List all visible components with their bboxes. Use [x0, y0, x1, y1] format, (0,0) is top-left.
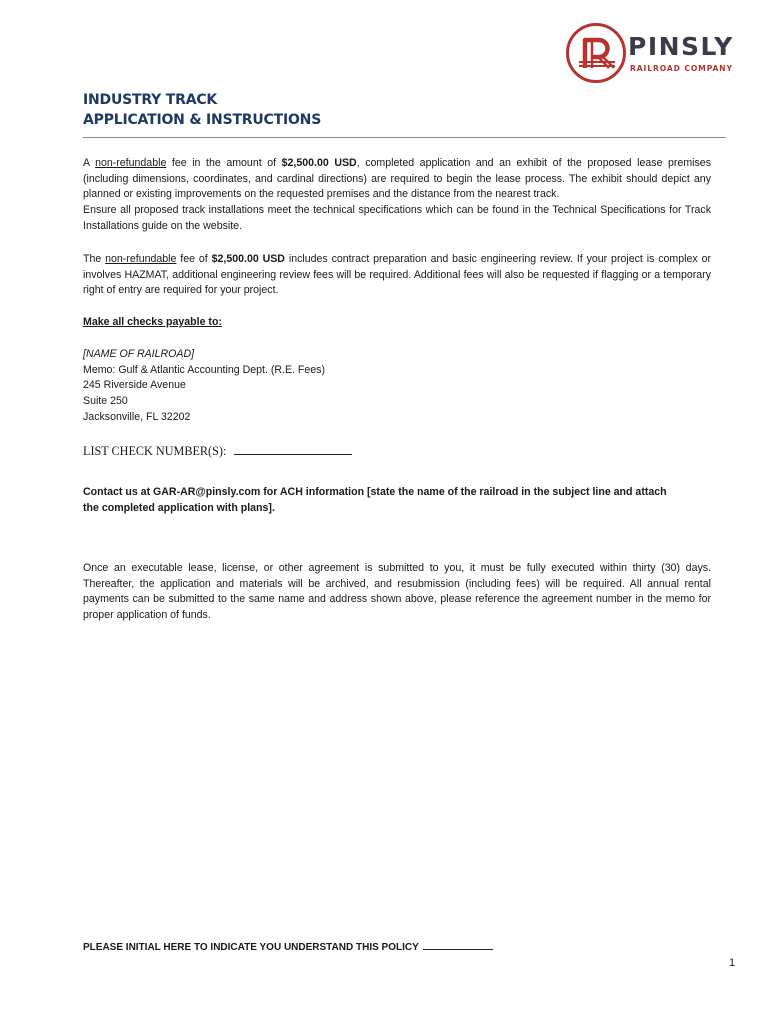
fee-amount: $2,500.00 USD — [281, 157, 357, 169]
railroad-logo-icon — [565, 22, 627, 84]
fee-amount: $2,500.00 USD — [211, 253, 285, 265]
intro-paragraph — [83, 156, 711, 235]
pinsly-logo — [565, 22, 750, 88]
title-line-1: INDUSTRY TRACK — [83, 92, 218, 108]
page-number: 1 — [729, 957, 736, 969]
ach-contact: Contact us at GAR-AR@pinsly.com for ACH information [state the name of the railroad in the subject line and attach the completed application with plans]. — [83, 486, 667, 514]
page-title — [83, 90, 321, 130]
text-segment: fee of — [176, 253, 212, 265]
non-refundable-text: non-refundable — [105, 253, 177, 265]
text-segment: fee in the amount of — [166, 157, 282, 169]
checks-heading — [83, 315, 711, 331]
fee-paragraph — [83, 252, 711, 299]
check-number-row — [83, 444, 711, 460]
memo-line: Memo: Gulf & Atlantic Accounting Dept. (R.E. Fees) — [83, 363, 325, 376]
logo-wordmark: PINSLY — [628, 32, 734, 61]
address-city: Jacksonville, FL 32202 — [83, 410, 191, 423]
text-segment: , completed application and an exhibit of the proposed lease premises (including dimensions, coordinates, and cardinal directions) are required to begin the lease process. The exhibit should depict any planned or existing improvements on the requested premises and the distance from the nearest track. — [83, 157, 712, 201]
text-segment: The — [83, 253, 106, 265]
address-street: 245 Riverside Avenue — [83, 379, 186, 392]
initial-policy-line — [83, 940, 711, 956]
address-suite: Suite 250 — [83, 395, 128, 408]
non-refundable-text: non-refundable — [95, 157, 167, 169]
agreement-paragraph: Once an executable lease, license, or other agreement is submitted to you, it must be fully executed within thirty (30) days. Thereafter, the application and materials will be archived, and resubmission (including fees) will be required. All annual rental payments can be submitted to the same name and address shown above, please reference the agreement number in the memo for proper application of funds. — [83, 562, 711, 622]
check-number-label: LIST CHECK NUMBER(S): — [83, 444, 227, 458]
text-segment: Ensure all proposed track installations meet the technical specifications which can be found in the Technical Specifications for Track Installations guide on the website. — [83, 204, 711, 232]
initial-blank[interactable] — [423, 948, 493, 950]
checks-heading-text: Make all checks payable to: — [83, 316, 222, 328]
title-line-2: APPLICATION & INSTRUCTIONS — [83, 112, 322, 128]
text-segment: A — [83, 157, 96, 169]
title-divider — [83, 137, 726, 138]
initial-label: PLEASE INITIAL HERE TO INDICATE YOU UNDERSTAND THIS POLICY — [83, 942, 419, 953]
railroad-name-placeholder: [NAME OF RAILROAD] — [83, 348, 195, 360]
mailing-address — [83, 347, 711, 426]
logo-subtitle: RAILROAD COMPANY — [630, 64, 733, 73]
check-number-blank[interactable] — [234, 453, 352, 455]
text-segment: includes contract preparation and basic engineering review. If your project is complex or involves HAZMAT, additional engineering review fees will be required. Additional fees will also be requested if flagging or a temporary right of entry are required for your project. — [83, 253, 711, 297]
